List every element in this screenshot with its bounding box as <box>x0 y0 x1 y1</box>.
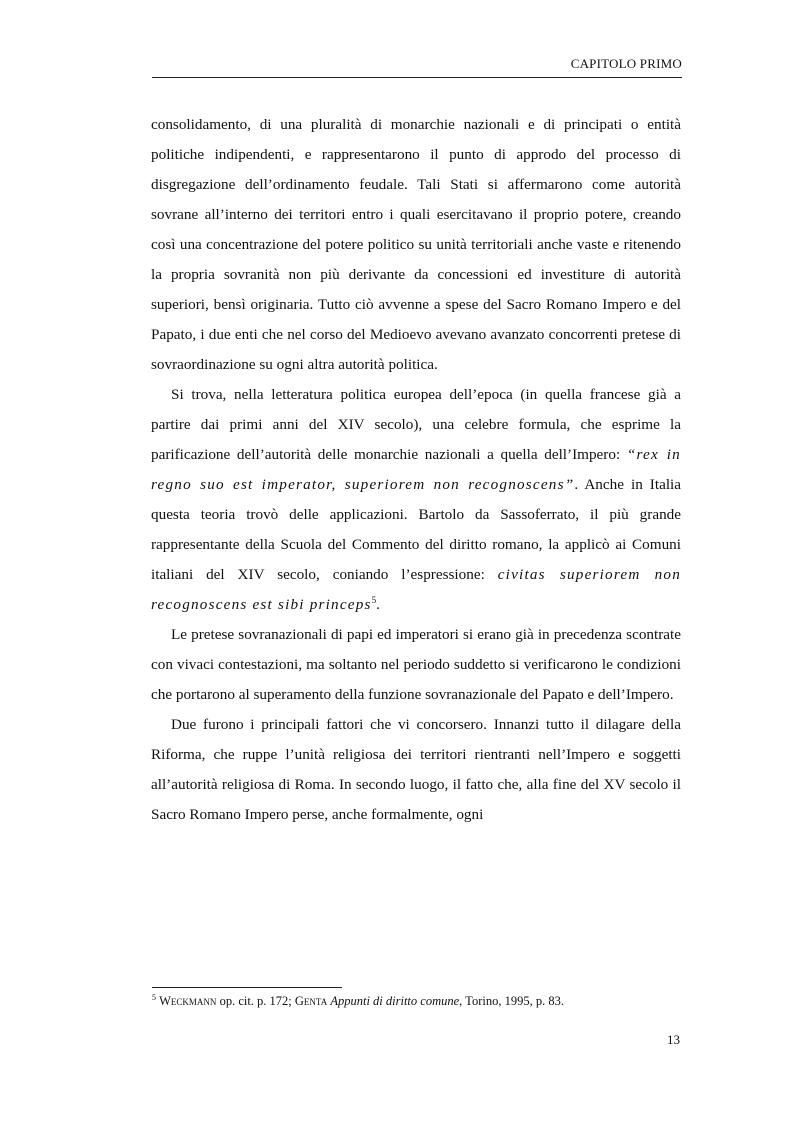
paragraph-3: Le pretese sovranazionali di papi ed imperatori si erano già in precedenza scontrate con vivaci contestazioni, ma soltanto nel periodo suddetto si verificarono le condizioni che portarono al superamento della funzione sovranazionale del Papato e dell’Impero. <box>151 626 681 703</box>
footnote-text-1: op. cit. p. 172; <box>216 994 295 1008</box>
latin-quote: “rex in regno suo est imperator, superiorem non recognoscens” <box>151 446 681 493</box>
paragraph-1: consolidamento, di una pluralità di monarchie nazionali e di principati o entità politiche indipendenti, e rappresentarono il punto di approdo del processo di disgregazione dell’ordinamento feudale. Tali Stati si affermarono come autorità sovrane all’interno dei territori entro i quali esercitavano il proprio potere, creando così una concentrazione del potere politico su unità territoriali anche vaste e ritenendo la propria sovranità non più derivante da concessioni ed investiture di autorità superiori, bensì originaria. Tutto ciò avvenne a spese del Sacro Romano Impero e del Papato, i due enti che nel corso del Medioevo avevano avanzato concorrenti pretese di sovraordinazione su ogni altra autorità politica. <box>151 116 681 373</box>
footnote <box>152 992 682 1010</box>
paragraph-2-text-b: . Anche in Italia questa teoria trovò delle applicazioni. Bartolo da Sassoferrato, il più grande rappresentante della Scuola del Commento del diritto romano, la applicò ai Comuni italiani del XIV secolo, coniando l’espressione: <box>151 476 681 583</box>
paragraph-2-end: . <box>376 596 380 613</box>
page-number: 13 <box>667 1032 680 1047</box>
paragraph-2 <box>151 380 681 620</box>
footnote-author-2: Genta <box>294 994 328 1008</box>
footnote-reference: 5 <box>371 594 377 605</box>
footnote-rule <box>152 987 342 988</box>
footnote-author-1: Weckmann <box>159 994 217 1008</box>
running-header: CAPITOLO PRIMO <box>570 56 682 71</box>
paragraph-2-text-a: Si trova, nella letteratura politica europea dell’epoca (in quella francese già a partire dai primi anni del XIV secolo), una celebre formula, che esprime la parificazione dell’autorità delle monarchie nazionali a quella dell’Impero: <box>151 386 681 463</box>
footnote-number: 5 <box>152 992 156 1002</box>
footnote-title: Appunti di diritto comune <box>330 994 460 1008</box>
header-rule <box>152 77 682 78</box>
main-text <box>151 110 681 830</box>
paragraph-4: Due furono i principali fattori che vi concorsero. Innanzi tutto il dilagare della Riforma, che ruppe l’unità religiosa dei territori rientranti nell’Impero e soggetti all’autorità religiosa di Roma. In secondo luogo, il fatto che, alla fine del XV secolo il Sacro Romano Impero perse, anche formalmente, ogni <box>151 716 681 823</box>
footnote-text-2: , Torino, 1995, p. 83. <box>459 994 564 1008</box>
latin-expression: civitas superiorem non recognoscens est sibi princeps <box>151 566 681 613</box>
